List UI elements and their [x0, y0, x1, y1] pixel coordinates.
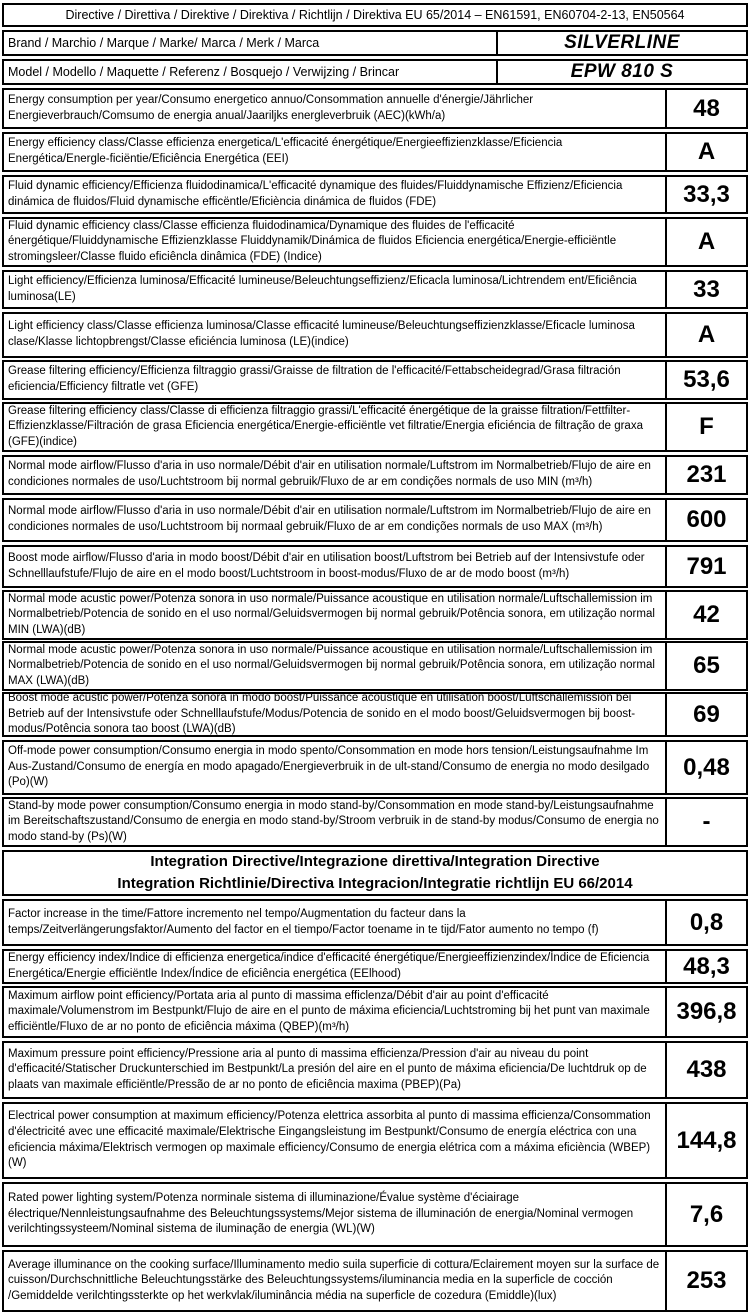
- row-label: Light efficiency/Efficienza luminosa/Efficacité lumineuse/Beleuchtungseffizienz/Eficacla luminosa/Lichtrendem ent/Eficiência luminosa(LE): [8, 274, 637, 303]
- row-value: 69: [665, 694, 746, 735]
- row-label: Maximum pressure point efficiency/Pressione aria al punto di massima efficienza/Pression d'air au niveau du point d'efficacité/Statischer Druckunterschied im Bestpunkt/La presión del aire en el punto de máxima eficiencia/De luchtdruk op de plaats van maximale efficiëntle/Pressão de ar no ponto de eficiência maxima (PBEP)(Pa): [8, 1047, 647, 1091]
- row-label: Fluid dynamic efficiency class/Classe efficienza fluidodinamica/Dynamique des fluides de l'efficacité énergétique/Fluiddynamische Effizienzklasse Fluiddynamik/Dinámica de fluidos Eficiencia energética/Energie-efficiëntle stromingsleer/Classe fluido eficiêncla dinâmica (FDE) (Indice): [8, 219, 617, 263]
- row-off-mode-power-consumption: [2, 740, 748, 795]
- row-label: Boost mode airflow/Flusso d'aria in modo boost/Débit d'air en utilisation boost/Luftstrom bei Betrieb auf der Intensivstufe oder Schnelllaufstufe/Flujo de aire en el modo boost/Luchtstroom in boost-modus/Fluxo de ar de modo boost (m³/h): [8, 551, 645, 580]
- brand-value: SILVERLINE: [496, 32, 746, 54]
- integration-directive-header: [2, 850, 748, 896]
- row-standby-mode-power-consumption: [2, 797, 748, 847]
- row-label: Grease filtering efficiency/Efficienza filtraggio grassi/Graisse de filtration de l'efficacité/Fettabscheidegrad/Grasa filtración eficiencia/Efficiency filtratle vet (GFE): [8, 365, 621, 393]
- directive-text: Directive / Direttiva / Direktive / Direktiva / Richtlijn / Direktiva EU 65/2014 – EN61591, EN60704-2-13, EN50564: [65, 8, 685, 22]
- integration-directive-line1: Integration Directive/Integrazione direttiva/Integration Directive: [150, 853, 600, 871]
- row-fluid-dynamic-efficiency-class: [2, 217, 748, 267]
- directive-row: [2, 3, 748, 27]
- brand-label: Brand / Marchio / Marque / Marke/ Marca / Merk / Marca: [8, 35, 320, 50]
- row-label: Normal mode airflow/Flusso d'aria in uso normale/Débit d'air en utilisation normale/Luftstrom im Normalbetrieb/Flujo de aire en condiciones normales de uso/Luchtstroom bij normal gebruik/Fluxo de ar em condições normals de uso MIN (m³/h): [8, 460, 651, 488]
- row-value: 48: [665, 90, 746, 127]
- row-value: 48,3: [665, 951, 746, 982]
- row-label: Energy consumption per year/Consumo energetico annuo/Consommation annuelle d'énergie/Jährlicher Energieverbrauch/Comsumo de energia anual/Jaariljks energleverbruik (AEC)(kWh/a): [8, 93, 534, 122]
- row-label: Average illuminance on the cooking surface/Illuminamento medio suila superficie di cottura/Eclairement moyen sur la surface de cuisson/Durchschnittliche Beleuchtungsstärke des Beleuchtungssystems/iluminancia media en la superficle de cocción /Gemiddelde verilchtingssterkte op het werkvlak/iluminância média na superficle de cozedura (Emiddle)(lux): [8, 1258, 660, 1302]
- row-value: 600: [665, 500, 746, 540]
- row-label: Stand-by mode power consumption/Consumo energia in modo stand-by/Consommation en mode stand-by/Leistungsaufnahme im Bereitschaftszustand/Consumo de energia en modo stand-by/Stroom verbruik in de stand-by modus/Consumo de energia no modo stand-by (Ps)(W): [8, 799, 659, 843]
- row-grease-filtering-efficiency: [2, 360, 748, 400]
- row-label: Boost mode acustic power/Potenza sonora in modo boost/Puissance acoustique en utilisation boost/Luftschallemission bei Betrieb auf der Intensivstufe oder Schnelllaufstufe/Modus/Potencia de sonido en el modo boost/Geluidsvermogen bij boost-modus/Potência sonora tao boost (LWA)(dB): [8, 692, 636, 736]
- row-label: Normal mode acustic power/Potenza sonora in uso normale/Puissance acoustique en utilisation normale/Luftschallemission im Normalbetrieb/Potencia de sonido en el uso normal/Geluidsvermogen bij normal gebruik/Potência sonora, em utilização normal MAX (LWA)(dB): [8, 643, 655, 687]
- model-value: EPW 810 S: [496, 61, 746, 83]
- row-value: -: [665, 799, 746, 845]
- row-normal-mode-acoustic-power-min: [2, 590, 748, 640]
- row-value: 33: [665, 272, 746, 307]
- row-label: Normal mode airflow/Flusso d'aria in uso normale/Débit d'air en utilisation normale/Luftstrom im Normalbetrieb/Flujo de aire en condiciones normales de uso/Luchtstroom bij normaal gebruik/Fluxo de ar em condições normals de uso MAX (m³/h): [8, 505, 651, 533]
- row-label: Factor increase in the time/Fattore incremento nel tempo/Augmentation du facteur dans la temps/Zeitverlängerungsfaktor/Aumento del factor en el tiempo/Factor toename in te tijd/Fator aumento no tempo (f): [8, 907, 599, 936]
- row-energy-efficiency-class: [2, 132, 748, 172]
- row-value: A: [665, 314, 746, 356]
- row-boost-mode-acoustic-power: [2, 692, 748, 737]
- row-value: 42: [665, 592, 746, 638]
- row-value: 65: [665, 643, 746, 689]
- row-value: 53,6: [665, 362, 746, 398]
- row-rated-power-lighting-system: [2, 1182, 748, 1247]
- row-label: Rated power lighting system/Potenza norminale sistema di illuminazione/Évalue système d'éciairage électrique/Nennleistungsaufnahme des Beleuchtungssystems/Mejor sistema de illuminación de energia/Nominal vermogen verilchtingssysteem/Nominal sistema de iluminação de energia (WL)(W): [8, 1192, 634, 1236]
- row-value: 0,48: [665, 742, 746, 793]
- row-value: F: [665, 404, 746, 450]
- brand-row: [2, 30, 748, 56]
- row-fluid-dynamic-efficiency: [2, 175, 748, 214]
- row-normal-mode-airflow-min: [2, 455, 748, 495]
- row-value: 253: [665, 1252, 746, 1310]
- row-electrical-power-consumption-max-efficiency: [2, 1102, 748, 1179]
- row-maximum-airflow-point-efficiency: [2, 986, 748, 1038]
- row-label: Energy efficiency class/Classe efficienza energetica/L'efficacité énergétique/Energieeffizienzklasse/Eficiencia Energética/Energle-ficiëntie/Eficiência Energética (EEI): [8, 137, 563, 165]
- row-label: Grease filtering efficiency class/Classe di efficienza filtraggio grassi/L'efficacité énergétique de la graisse filtration/Fettfilter-Effizienzklasse/Filtración de grasa Eficiencia energética/Energie-efficiëntle vet filtratie/Energia eficiéncia de filtração de graxa (GFE)(indice): [8, 404, 643, 448]
- row-grease-filtering-efficiency-class: [2, 402, 748, 452]
- row-value: 791: [665, 547, 746, 586]
- row-value: 438: [665, 1043, 746, 1097]
- row-maximum-pressure-point-efficiency: [2, 1041, 748, 1099]
- row-average-illuminance: [2, 1250, 748, 1312]
- row-factor-increase-in-time: [2, 899, 748, 946]
- row-light-efficiency-class: [2, 312, 748, 358]
- row-light-efficiency: [2, 270, 748, 309]
- row-value: 33,3: [665, 177, 746, 212]
- integration-directive-line2: Integration Richtlinie/Directiva Integracion/Integratie richtlijn EU 66/2014: [117, 875, 633, 892]
- row-value: 0,8: [665, 901, 746, 944]
- row-energy-consumption-per-year: [2, 88, 748, 129]
- row-normal-mode-acoustic-power-max: [2, 641, 748, 691]
- row-value: 144,8: [665, 1104, 746, 1177]
- row-boost-mode-airflow: [2, 545, 748, 588]
- model-label: Model / Modello / Maquette / Referenz / Bosquejo / Verwijzing / Brincar: [8, 64, 400, 79]
- row-label: Light efficiency class/Classe efficienza luminosa/Classe efficacité lumineuse/Beleuchtungseffizienzklasse/Eficacle luminosa clase/Klasse lichtopbrengst/Classe eficiéncia luminosa (LE)(indice): [8, 320, 635, 348]
- row-label: Energy efficiency index/Indice di efficienza energetica/indice d'efficacité énergétique/Energieeffizienzindex/Índice de Eficiencia Energética/Energie efficiëntle Index/Índice de eficiência energética (EElhood): [8, 951, 650, 980]
- row-label: Normal mode acustic power/Potenza sonora in uso normale/Puissance acoustique en utilisation normale/Luftschallemission im Normalbetrieb/Potencia de sonido en el uso normal/Geluidsvermogen bij normal gebruik/Potência sonora, em utilização normal MIN (LWA)(dB): [8, 592, 655, 636]
- row-value: 7,6: [665, 1184, 746, 1245]
- row-label: Maximum airflow point efficiency/Portata aria al punto di massima efficlenza/Débit d'air au point d'efficacité maximale/Volumenstrom im Bestpunkt/Flujo de aire en el punto de máxima eficiencia/Luchtstroming bij het punt van maximale efficiëntle/Fluxo de ar no ponto de eficiência máxima (QBEP)(m³/h): [8, 989, 650, 1033]
- row-energy-efficiency-index: [2, 949, 748, 984]
- row-value: A: [665, 134, 746, 170]
- row-label: Electrical power consumption at maximum efficiency/Potenza elettrica assorbita al punto di massima efficienza/Consommation d'électricité avec une efficacité maximale/Elektrische Eingangsleistung im Bestpunkt/Consumo de energía eléctrica con una eficiencia máxima/Elektrisch vermogen op maximale efficiency/Consumo de energia elétrica com a máxima eficiència (WBEP)(W): [8, 1110, 651, 1170]
- row-value: 231: [665, 457, 746, 493]
- row-value: A: [665, 219, 746, 265]
- row-value: 396,8: [665, 988, 746, 1036]
- row-label: Fluid dynamic efficiency/Efficienza fluidodinamica/L'efficacité dynamique des fluides/Fluiddynamische Effizienz/Eficiencia dinámica de fluidos/Fluid dynamische efficëntle/Eficiència dinámica de fluidos (FDE): [8, 179, 623, 208]
- row-label: Off-mode power consumption/Consumo energia in modo spento/Consommation en mode hors tension/Leistungsaufnahme Im Aus-Zustand/Consumo de energía en modo apagado/Energieverbruik in de ult-stand/Consumo de energia no modo desilgado (Po)(W): [8, 745, 650, 789]
- model-row: [2, 59, 748, 85]
- row-normal-mode-airflow-max: [2, 498, 748, 542]
